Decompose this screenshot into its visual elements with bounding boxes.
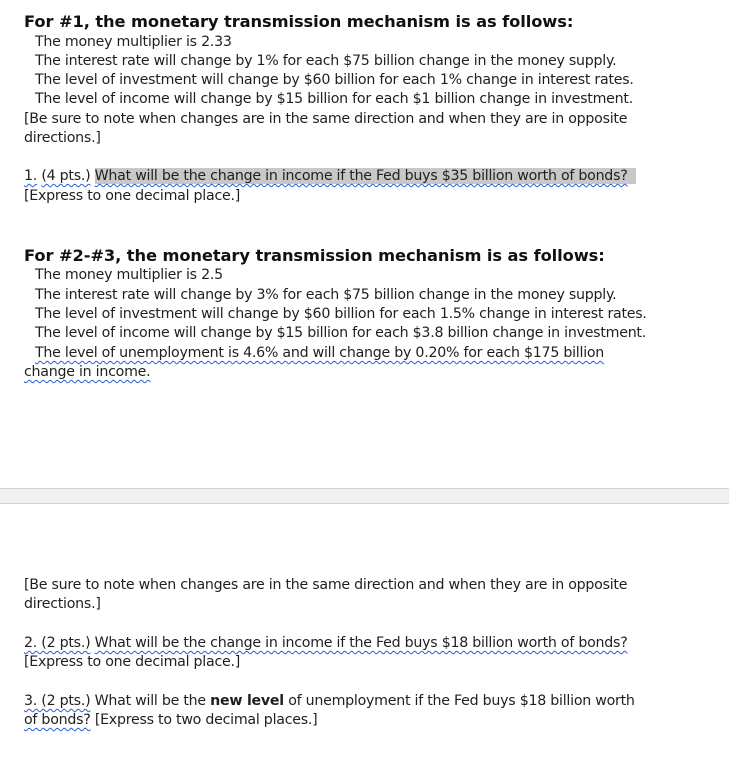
page2-note-line-1: [Be sure to note when changes are in the same direction and when they are in opposite [24,577,628,593]
q2-text: What will be the change in income if the Fed buys $18 billion worth of bonds? [94,635,628,651]
q3-line2a: of bonds? [24,712,91,728]
document-page-2 [0,504,729,763]
q3-text-a: What will be the [94,693,206,709]
section1-note-line-1: [Be sure to note when changes are in the same direction and when they are in opposite [24,111,628,127]
section1-line-2: The interest rate will change by 1% for each $75 billion change in the money supply. [35,53,617,69]
question-2 [24,634,627,653]
question-1 [24,167,636,186]
question-3 [24,692,635,711]
section2-unemployment-line-1: The level of unemployment is 4.6% and will change by 0.20% for each $175 billion [35,345,605,361]
page2-note-line-2: directions.] [24,596,101,612]
q2-express: [Express to one decimal place.] [24,654,241,670]
q1-points: (4 pts.) [41,168,91,184]
q3-text-b: of unemployment if the Fed buys $18 billion worth [288,693,635,709]
section1-line-1: The money multiplier is 2.33 [35,34,232,50]
section2-line-3: The level of investment will change by $60 billion for each 1.5% change in interest rates. [35,306,647,322]
page-break [0,488,729,504]
q1-text: What will be the change in income if the Fed buys $35 billion worth of bonds? [94,168,628,184]
section1-heading: For #1, the monetary transmission mechanism is as follows: [24,12,574,31]
section2-unemployment-line-2: change in income. [24,364,151,380]
question-3-line-2 [24,711,317,730]
q3-prefix: 3. (2 pts.) [24,693,91,709]
section1-line-4: The level of income will change by $15 billion for each $1 billion change in investment. [35,91,633,107]
section1-note-line-2: directions.] [24,130,101,146]
q2-prefix: 2. (2 pts.) [24,635,91,651]
q3-line2b: [Express to two decimal places.] [94,712,318,728]
section1-line-3: The level of investment will change by $60 billion for each 1% change in interest rates. [35,72,634,88]
q3-bold: new level [210,693,284,709]
section2-line-4: The level of income will change by $15 billion for each $3.8 billion change in investment. [35,325,647,341]
section2-line-2: The interest rate will change by 3% for each $75 billion change in the money supply. [35,287,617,303]
q1-express: [Express to one decimal place.] [24,188,241,204]
section2-heading: For #2-#3, the monetary transmission mechanism is as follows: [24,246,605,265]
section2-line-1: The money multiplier is 2.5 [35,267,223,283]
q1-number: 1. [24,168,38,184]
